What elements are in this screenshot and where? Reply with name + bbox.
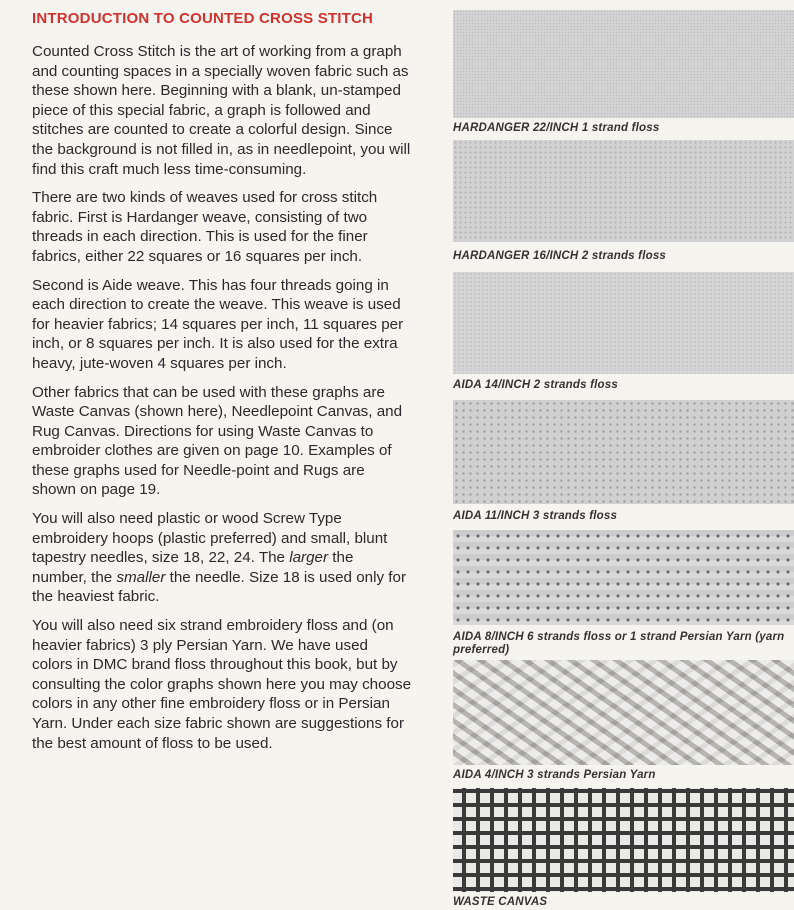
text-column [32,10,412,762]
fabric-swatch-hardanger-16 [453,140,794,242]
swatch-caption: AIDA 4/INCH 3 strands Persian Yarn [453,769,656,781]
para5-larger: larger [289,549,329,567]
para5-text-a: You will also need plastic or wood Screw Type embroidery hoops (plastic preferred) and small, blunt tapestry needles, size 18, 22, 24. The [32,510,388,567]
para5-text-b: the number, the [32,549,354,586]
fabric-swatch-hardanger-22 [453,10,794,118]
swatch-caption: HARDANGER 22/INCH 1 strand floss [453,122,660,134]
swatch-caption: HARDANGER 16/INCH 2 strands floss [453,250,667,262]
paragraph-intro: Counted Cross Stitch is the art of working from a graph and counting spaces in a specially woven fabric such as these shown here. Beginning with a blank, un-stamped piece of this special fabric, a graph is followed and stitches are counted to create a colorful design. Since the background is not filled in, as in needlepoint, you will find this craft much less time-consuming. [32,43,411,178]
swatch-caption: WASTE CANVAS [453,896,548,908]
fabric-swatch-aida-11 [453,400,794,504]
fabric-swatch-waste-canvas [453,788,794,892]
para5-text-c: the needle. Size 18 is used only for the heaviest fabric. [32,568,407,606]
paragraph-floss: You will also need six strand embroidery floss and (on heavier fabrics) 3 ply Persian Yarn. We have used colors in DMC brand floss throughout this book, but by consulting the color graphs shown here you may choose colors in any other fine embroidery floss or in Persian Yarn. Under each size fabric shown are suggestions for the best amount of floss to be used. [32,617,412,752]
fabric-swatch-aida-14 [453,272,794,374]
paragraph-weaves: There are two kinds of weaves used for cross stitch fabric. First is Hardanger weave, consisting of two threads in each direction. This is used for the finer fabrics, either 22 squares or 16 squares per inch. [32,189,378,265]
paragraph-aide-weave: Second is Aide weave. This has four threads going in each direction to create the weave. This weave is used for heavier fabrics; 14 squares per inch, 11 squares per inch, or 8 squares per inch. It is also used for the extra heavy, jute-woven 4 squares per inch. [32,276,404,372]
swatch-caption: AIDA 11/INCH 3 strands floss [453,510,618,522]
swatch-caption: AIDA 8/INCH 6 strands floss or 1 strand Persian Yarn (yarn preferred) [453,631,785,656]
para5-smaller: smaller [116,568,166,586]
page-title: INTRODUCTION TO COUNTED CROSS STITCH [32,10,374,27]
fabric-swatch-aida-4 [453,660,794,765]
swatch-column [443,0,794,910]
fabric-swatch-aida-8 [453,530,794,625]
swatch-caption: AIDA 14/INCH 2 strands floss [453,379,618,391]
paragraph-hoops-needles [32,509,412,607]
paragraph-other-fabrics: Other fabrics that can be used with these graphs are Waste Canvas (shown here), Needlepoint Canvas, and Rug Canvas. Directions for using Waste Canvas to embroider clothes are given on page 10. Examples of these graphs used for Needle-point and Rugs are shown on page 19. [32,383,403,499]
